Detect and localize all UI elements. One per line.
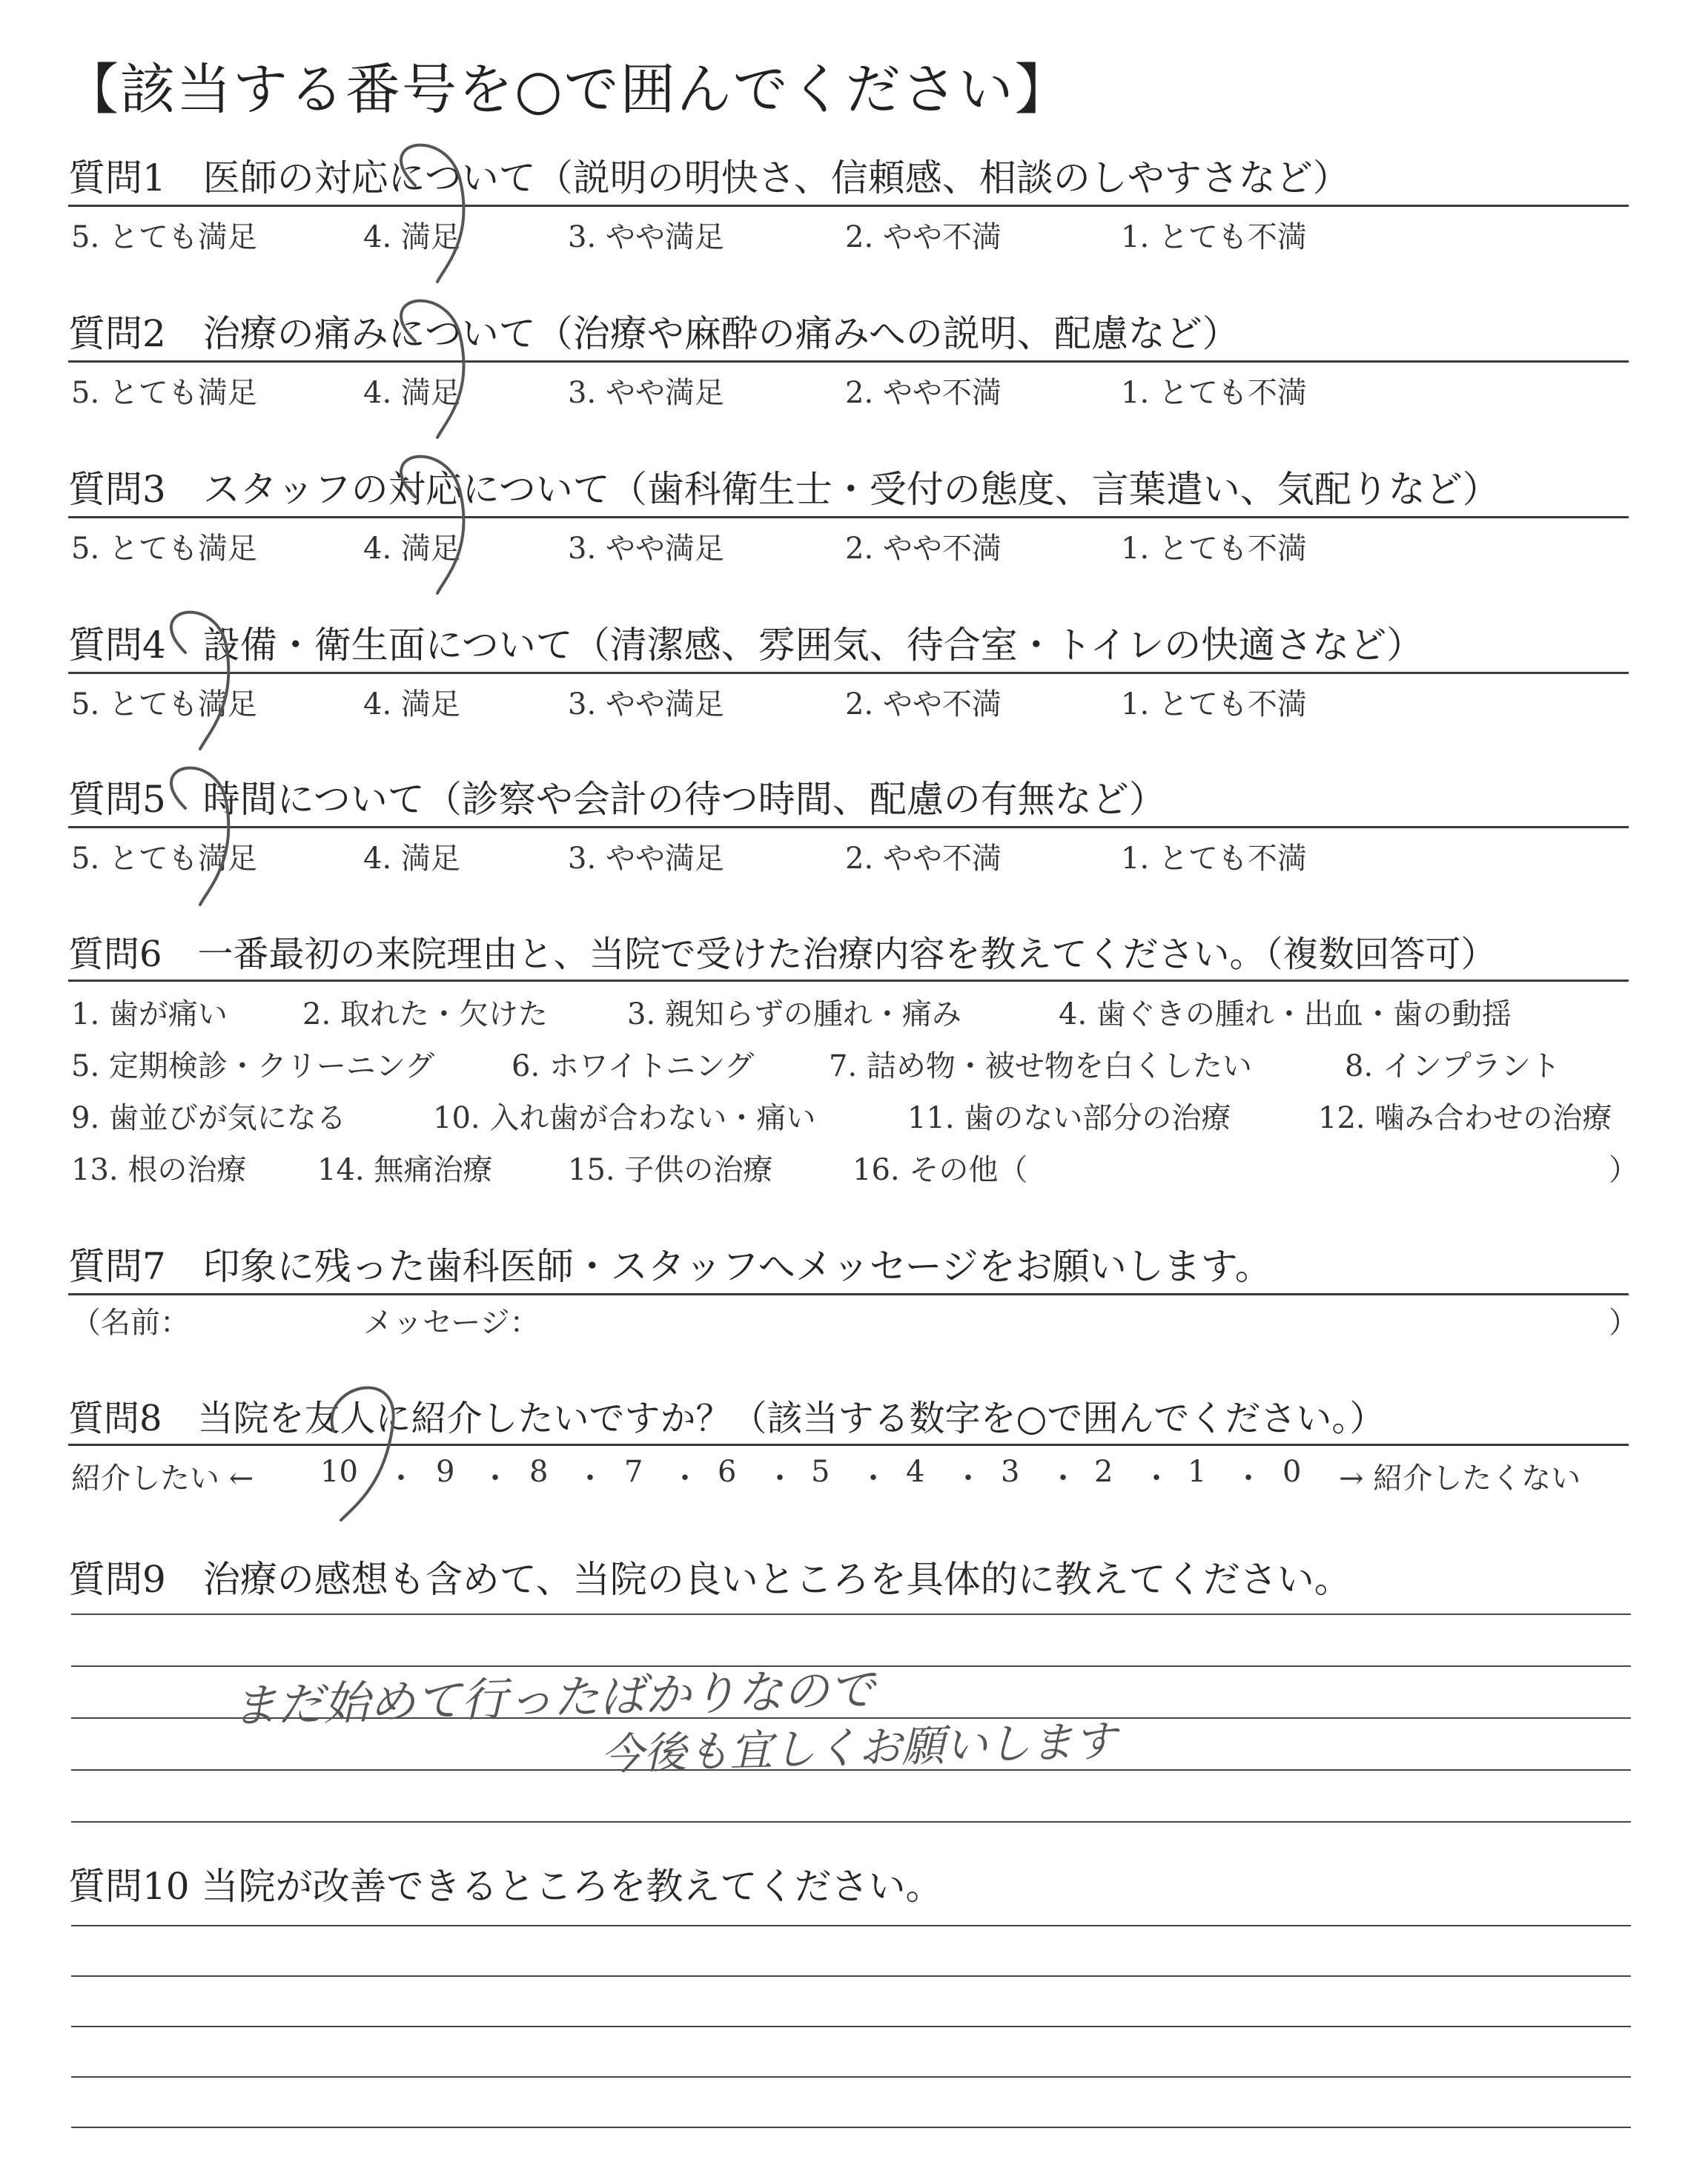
- q6-option-9[interactable]: 9. 歯並びが気になる: [71, 1101, 346, 1135]
- q4-option-4[interactable]: 4. 満足: [363, 687, 460, 721]
- q8-scale-left-label: 紹介したい ←: [71, 1462, 254, 1496]
- question-5-heading: 質問5 時間について（診察や会計の待つ時間、配慮の有無など）: [68, 770, 1629, 828]
- question-3-heading: 質問3 スタッフの対応について（歯科衛生士・受付の態度、言葉遣い、気配りなど）: [68, 460, 1629, 518]
- q1-option-1[interactable]: 1. とても不満: [1121, 220, 1307, 254]
- q9-handwritten-answer-line-2: 今後も宜しくお願いします: [600, 1715, 1117, 1780]
- q8-separator: ・: [480, 1462, 510, 1496]
- q6-option-10[interactable]: 10. 入れ歯が合わない・痛い: [433, 1101, 816, 1135]
- q9-answer-line[interactable]: [71, 1614, 1631, 1615]
- q8-scale-right-label: → 紹介したくない: [1339, 1462, 1581, 1496]
- q6-option-3[interactable]: 3. 親知らずの腫れ・痛み: [627, 997, 961, 1031]
- q5-option-3[interactable]: 3. やや満足: [568, 842, 724, 876]
- q10-answer-line[interactable]: [71, 1975, 1631, 1977]
- q2-option-1[interactable]: 1. とても不満: [1121, 376, 1307, 410]
- q8-score-7[interactable]: 7: [624, 1455, 643, 1489]
- q7-message-field[interactable]: メッセージ：: [363, 1306, 540, 1340]
- question-1-heading: 質問1 医師の対応について（説明の明快さ、信頼感、相談のしやすさなど）: [68, 148, 1629, 207]
- q6-option-16[interactable]: 16. その他（: [853, 1153, 1028, 1187]
- q8-score-4[interactable]: 4: [906, 1455, 925, 1489]
- q8-score-8[interactable]: 8: [529, 1455, 549, 1489]
- q7-close-paren: ）: [1609, 1306, 1638, 1340]
- q8-separator: ・: [670, 1462, 700, 1496]
- q8-score-5[interactable]: 5: [811, 1455, 830, 1489]
- q6-option-7[interactable]: 7. 詰め物・被せ物を白くしたい: [829, 1049, 1252, 1083]
- q1-option-3[interactable]: 3. やや満足: [568, 220, 724, 254]
- q4-option-5[interactable]: 5. とても満足: [71, 687, 257, 721]
- q10-answer-line[interactable]: [71, 1925, 1631, 1926]
- q3-option-4[interactable]: 4. 満足: [363, 532, 460, 566]
- q8-score-1[interactable]: 1: [1188, 1455, 1207, 1489]
- q10-answer-line[interactable]: [71, 2076, 1631, 2078]
- question-4-heading: 質問4 設備・衛生面について（清潔感、雰囲気、待合室・トイレの快適さなど）: [68, 615, 1629, 674]
- q4-option-3[interactable]: 3. やや満足: [568, 687, 724, 721]
- question-8-heading: 質問8 当院を友人に紹介したいですか？（該当する数字を○で囲んでください。）: [68, 1390, 1629, 1446]
- q3-option-1[interactable]: 1. とても不満: [1121, 532, 1307, 566]
- q5-option-4[interactable]: 4. 満足: [363, 842, 460, 876]
- q10-answer-line[interactable]: [71, 2026, 1631, 2027]
- q8-separator: ・: [858, 1462, 888, 1496]
- q8-score-9[interactable]: 9: [436, 1455, 455, 1489]
- q3-option-5[interactable]: 5. とても満足: [71, 532, 257, 566]
- q8-score-10[interactable]: 10: [320, 1455, 358, 1489]
- q1-option-4[interactable]: 4. 満足: [363, 220, 460, 254]
- q7-name-field[interactable]: （名前：: [71, 1306, 190, 1340]
- q8-separator: ・: [765, 1462, 795, 1496]
- q6-other-close-paren: ）: [1609, 1153, 1638, 1187]
- q8-separator: ・: [1142, 1462, 1171, 1496]
- q3-option-3[interactable]: 3. やや満足: [568, 532, 724, 566]
- page-title: 【該当する番号を○で囲んでください】: [64, 58, 1071, 122]
- q8-separator: ・: [953, 1462, 983, 1496]
- q8-score-3[interactable]: 3: [1001, 1455, 1020, 1489]
- q8-score-2[interactable]: 2: [1094, 1455, 1113, 1489]
- q6-option-5[interactable]: 5. 定期検診・クリーニング: [71, 1049, 435, 1083]
- q8-separator: ・: [1048, 1462, 1078, 1496]
- q1-option-2[interactable]: 2. やや不満: [845, 220, 1002, 254]
- question-10-heading: 質問10 当院が改善できるところを教えてください。: [68, 1865, 943, 1908]
- q6-option-6[interactable]: 6. ホワイトニング: [512, 1049, 755, 1083]
- q2-option-4[interactable]: 4. 満足: [363, 376, 460, 410]
- q4-option-2[interactable]: 2. やや不満: [845, 687, 1002, 721]
- q3-option-2[interactable]: 2. やや不満: [845, 532, 1002, 566]
- q1-option-5[interactable]: 5. とても満足: [71, 220, 257, 254]
- question-6-heading: 質問6 一番最初の来院理由と、当院で受けた治療内容を教えてください。（複数回答可）: [68, 925, 1629, 982]
- q6-option-13[interactable]: 13. 根の治療: [71, 1153, 247, 1187]
- q6-option-15[interactable]: 15. 子供の治療: [568, 1153, 773, 1187]
- q5-option-1[interactable]: 1. とても不満: [1121, 842, 1307, 876]
- q8-separator: ・: [386, 1462, 416, 1496]
- q2-option-3[interactable]: 3. やや満足: [568, 376, 724, 410]
- q6-option-8[interactable]: 8. インプラント: [1345, 1049, 1560, 1083]
- q2-option-2[interactable]: 2. やや不満: [845, 376, 1002, 410]
- q2-option-5[interactable]: 5. とても満足: [71, 376, 257, 410]
- q8-score-0[interactable]: 0: [1282, 1455, 1302, 1489]
- q8-separator: ・: [1234, 1462, 1263, 1496]
- q8-separator: ・: [575, 1462, 605, 1496]
- question-9-heading: 質問9 治療の感想も含めて、当院の良いところを具体的に教えてください。: [68, 1558, 1351, 1601]
- q9-handwritten-answer-line-1: まだ始めて行ったばかりなので: [231, 1662, 875, 1734]
- question-2-heading: 質問2 治療の痛みについて（治療や麻酔の痛みへの説明、配慮など）: [68, 304, 1629, 363]
- q6-option-1[interactable]: 1. 歯が痛い: [71, 997, 228, 1031]
- q6-option-2[interactable]: 2. 取れた・欠けた: [302, 997, 548, 1031]
- q6-option-14[interactable]: 14. 無痛治療: [317, 1153, 493, 1187]
- q9-answer-line[interactable]: [71, 1821, 1631, 1823]
- q8-score-6[interactable]: 6: [718, 1455, 737, 1489]
- q5-option-5[interactable]: 5. とても満足: [71, 842, 257, 876]
- q6-option-11[interactable]: 11. 歯のない部分の治療: [907, 1101, 1231, 1135]
- q5-option-2[interactable]: 2. やや不満: [845, 842, 1002, 876]
- q4-option-1[interactable]: 1. とても不満: [1121, 687, 1307, 721]
- q6-option-12[interactable]: 12. 噛み合わせの治療: [1318, 1101, 1612, 1135]
- q6-option-4[interactable]: 4. 歯ぐきの腫れ・出血・歯の動揺: [1059, 997, 1512, 1031]
- question-7-heading: 質問7 印象に残った歯科医師・スタッフへメッセージをお願いします。: [68, 1237, 1629, 1295]
- q10-answer-line[interactable]: [71, 2127, 1631, 2128]
